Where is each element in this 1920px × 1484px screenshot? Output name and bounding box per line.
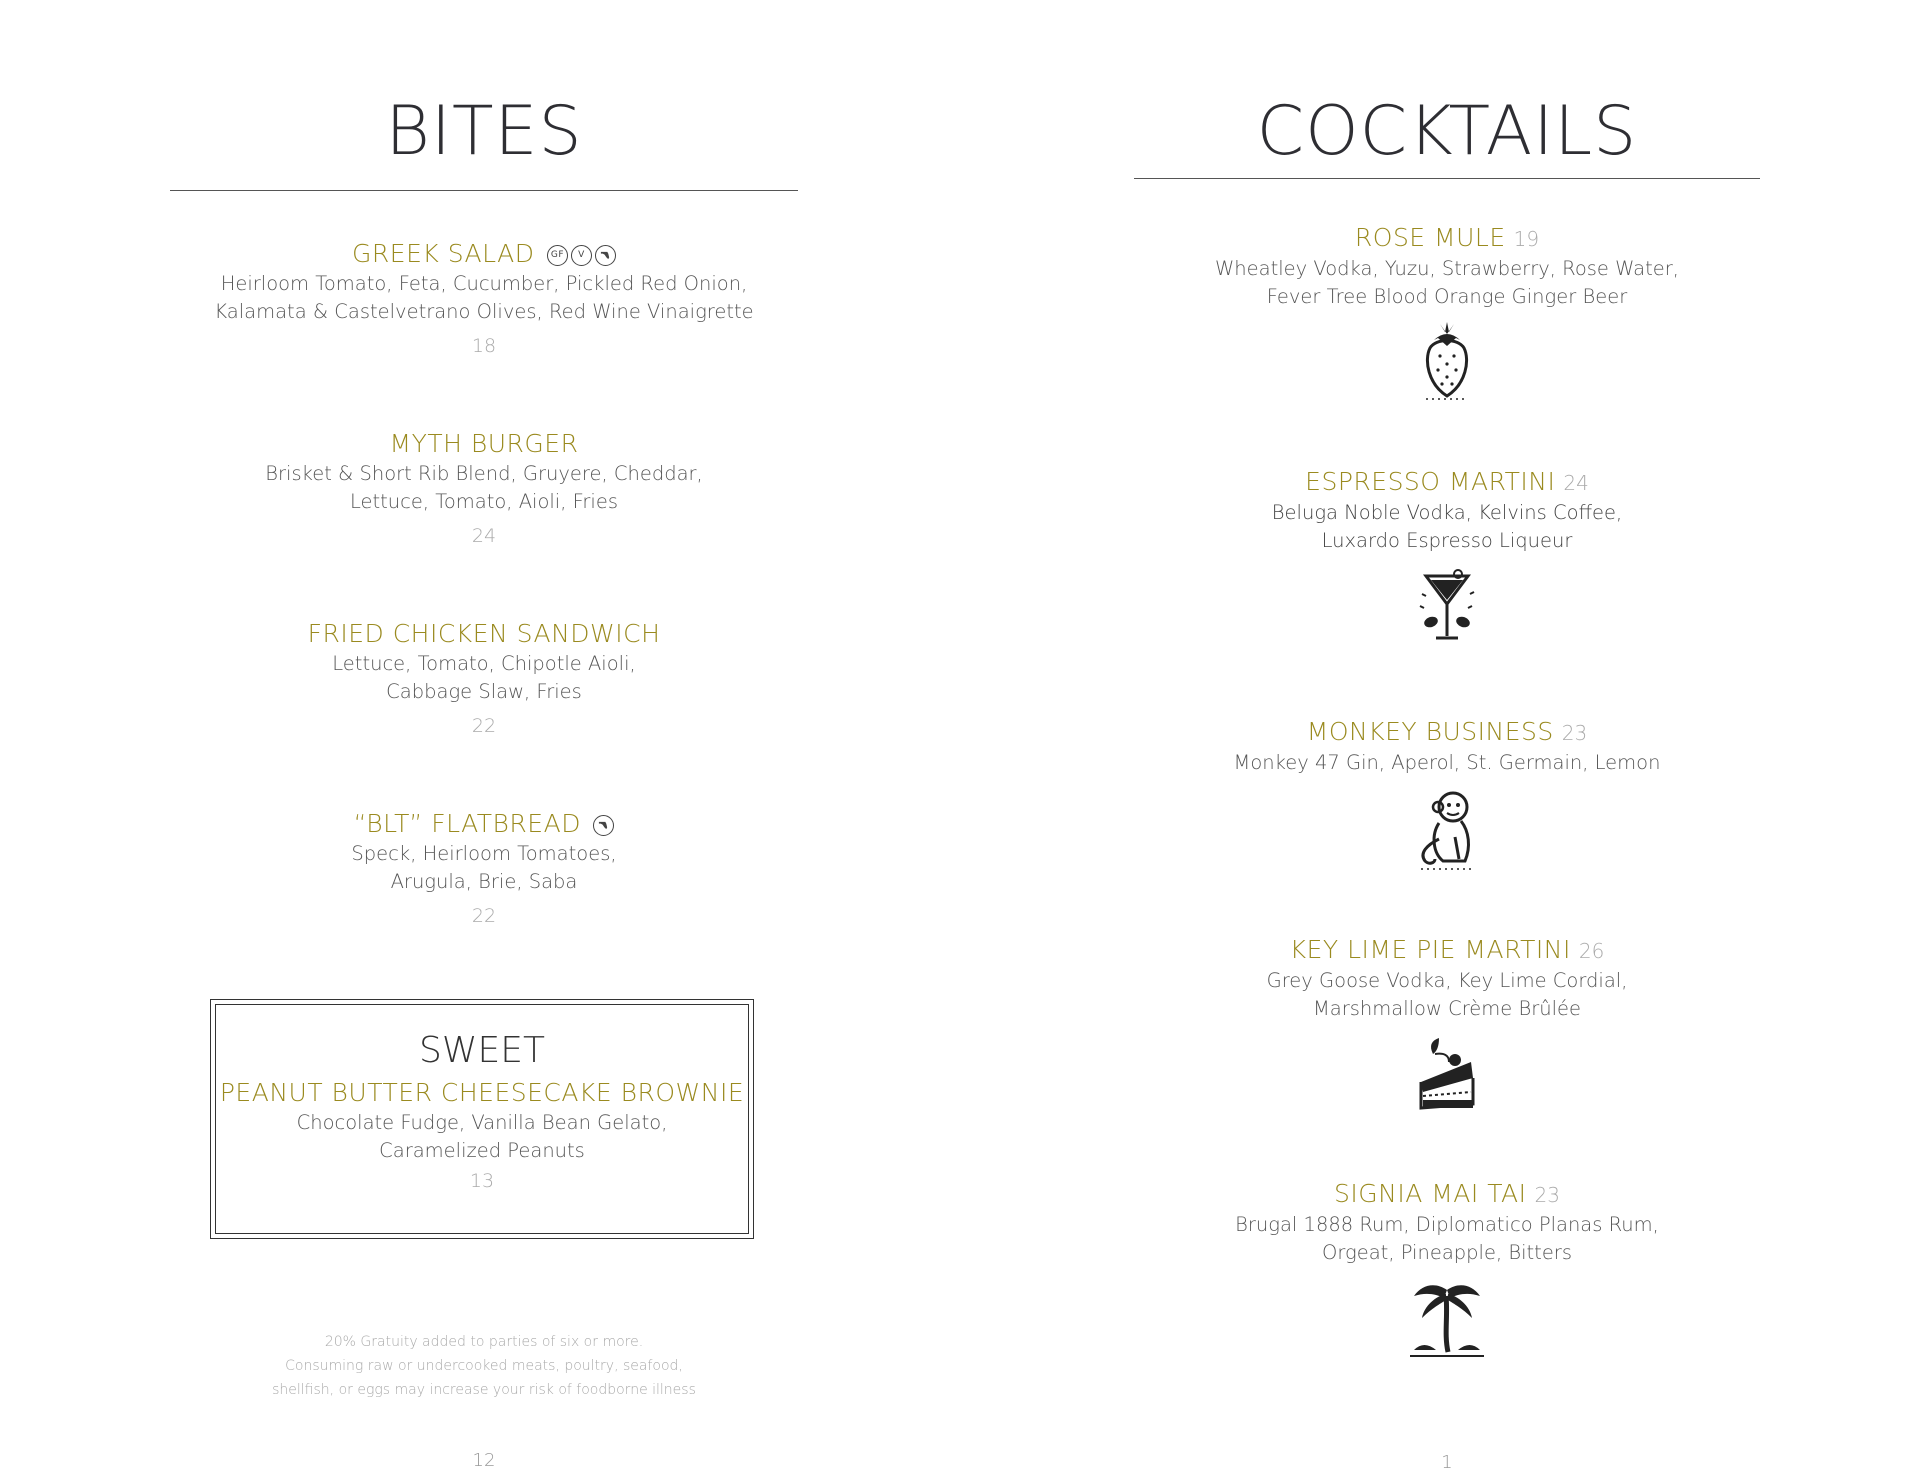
vegetarian-icon: V — [571, 245, 592, 266]
cocktail-signia-mai-tai — [1134, 1178, 1760, 1360]
cocktail-rose-mule — [1134, 222, 1760, 400]
item-description: Lettuce, Tomato, Chipotle Aioli, Cabbage Slaw, Fries — [332, 652, 636, 703]
item-description: Brisket & Short Rib Blend, Gruyere, Cheddar, Lettuce, Tomato, Aioli, Fries — [265, 462, 703, 513]
item-name: SIGNIA MAI TAI — [1334, 1179, 1527, 1208]
item-name: “BLT” FLATBREAD — [353, 809, 581, 838]
item-description: Heirloom Tomato, Feta, Cucumber, Pickled Red Onion, Kalamata & Castelvetrano Olives, Red Wine Vinaigrette — [214, 272, 754, 323]
item-description: Monkey 47 Gin, Aperol, St. Germain, Lemon — [1233, 751, 1661, 774]
cocktails-divider — [1134, 178, 1760, 179]
item-price: 26 — [1578, 939, 1605, 963]
dietary-marks — [593, 815, 614, 836]
item-name: GREEK SALAD — [352, 239, 535, 268]
item-price: 24 — [471, 525, 497, 547]
item-name: MONKEY BUSINESS — [1306, 717, 1554, 746]
item-description: Grey Goose Vodka, Key Lime Cordial, Marshmallow Crème Brûlée — [1266, 969, 1628, 1020]
strawberry-icon — [1412, 320, 1482, 400]
cocktail-monkey-business — [1134, 716, 1760, 871]
bites-title: BITES — [385, 92, 583, 171]
sweet-title: SWEET — [419, 1030, 545, 1071]
dietary-marks — [547, 245, 616, 266]
item-name: KEY LIME PIE MARTINI — [1289, 935, 1571, 964]
florida-local-icon — [595, 245, 616, 266]
item-name: PEANUT BUTTER CHEESECAKE BROWNIE — [219, 1078, 745, 1107]
item-name: FRIED CHICKEN SANDWICH — [307, 619, 661, 648]
item-description: Brugal 1888 Rum, Diplomatico Planas Rum, Orgeat, Pineapple, Bitters — [1235, 1213, 1659, 1264]
item-price: 18 — [471, 335, 497, 357]
menu-item-myth-burger — [170, 428, 798, 549]
florida-local-icon — [593, 815, 614, 836]
item-name: ROSE MULE — [1354, 223, 1506, 252]
item-price: 19 — [1513, 227, 1540, 251]
menu-item-greek-salad — [170, 238, 798, 359]
cocktails-title: COCKTAILS — [1256, 92, 1638, 171]
item-price: 13 — [469, 1170, 495, 1192]
cocktail-key-lime-pie-martini — [1134, 934, 1760, 1114]
item-price: 24 — [1563, 471, 1589, 495]
fine-print: 20% Gratuity added to parties of six or more. Consuming raw or undercooked meats, poultry, seafood, shellfish, or eggs may increase your risk of foodborne illness — [272, 1334, 696, 1398]
bites-page — [170, 0, 798, 1484]
item-description: Chocolate Fudge, Vanilla Bean Gelato, Caramelized Peanuts — [296, 1111, 668, 1162]
item-description: Wheatley Vodka, Yuzu, Strawberry, Rose Water, Fever Tree Blood Orange Ginger Beer — [1215, 257, 1679, 308]
palm-tree-icon — [1406, 1276, 1488, 1360]
pie-slice-icon — [1409, 1032, 1485, 1114]
cocktail-espresso-martini — [1134, 466, 1760, 646]
page-number: 1 — [1441, 1452, 1453, 1473]
item-name: ESPRESSO MARTINI — [1305, 467, 1556, 496]
item-price: 22 — [471, 715, 497, 737]
item-price: 23 — [1534, 1183, 1560, 1207]
cocktails-page — [1134, 0, 1760, 1484]
sweet-section — [210, 999, 754, 1239]
page-number: 12 — [472, 1450, 496, 1471]
item-price: 22 — [471, 905, 497, 927]
monkey-icon — [1409, 787, 1485, 871]
item-name: MYTH BURGER — [389, 429, 579, 458]
menu-item-blt-flatbread — [170, 808, 798, 929]
item-price: 23 — [1561, 721, 1588, 745]
item-description: Speck, Heirloom Tomatoes, Arugula, Brie, Saba — [351, 842, 617, 893]
item-description: Beluga Noble Vodka, Kelvins Coffee, Luxardo Espresso Liqueur — [1271, 501, 1623, 552]
bites-divider — [170, 190, 798, 191]
menu-item-fried-chicken-sandwich — [170, 618, 798, 739]
gluten-free-icon: GF — [547, 245, 568, 266]
martini-glass-icon — [1412, 564, 1482, 646]
